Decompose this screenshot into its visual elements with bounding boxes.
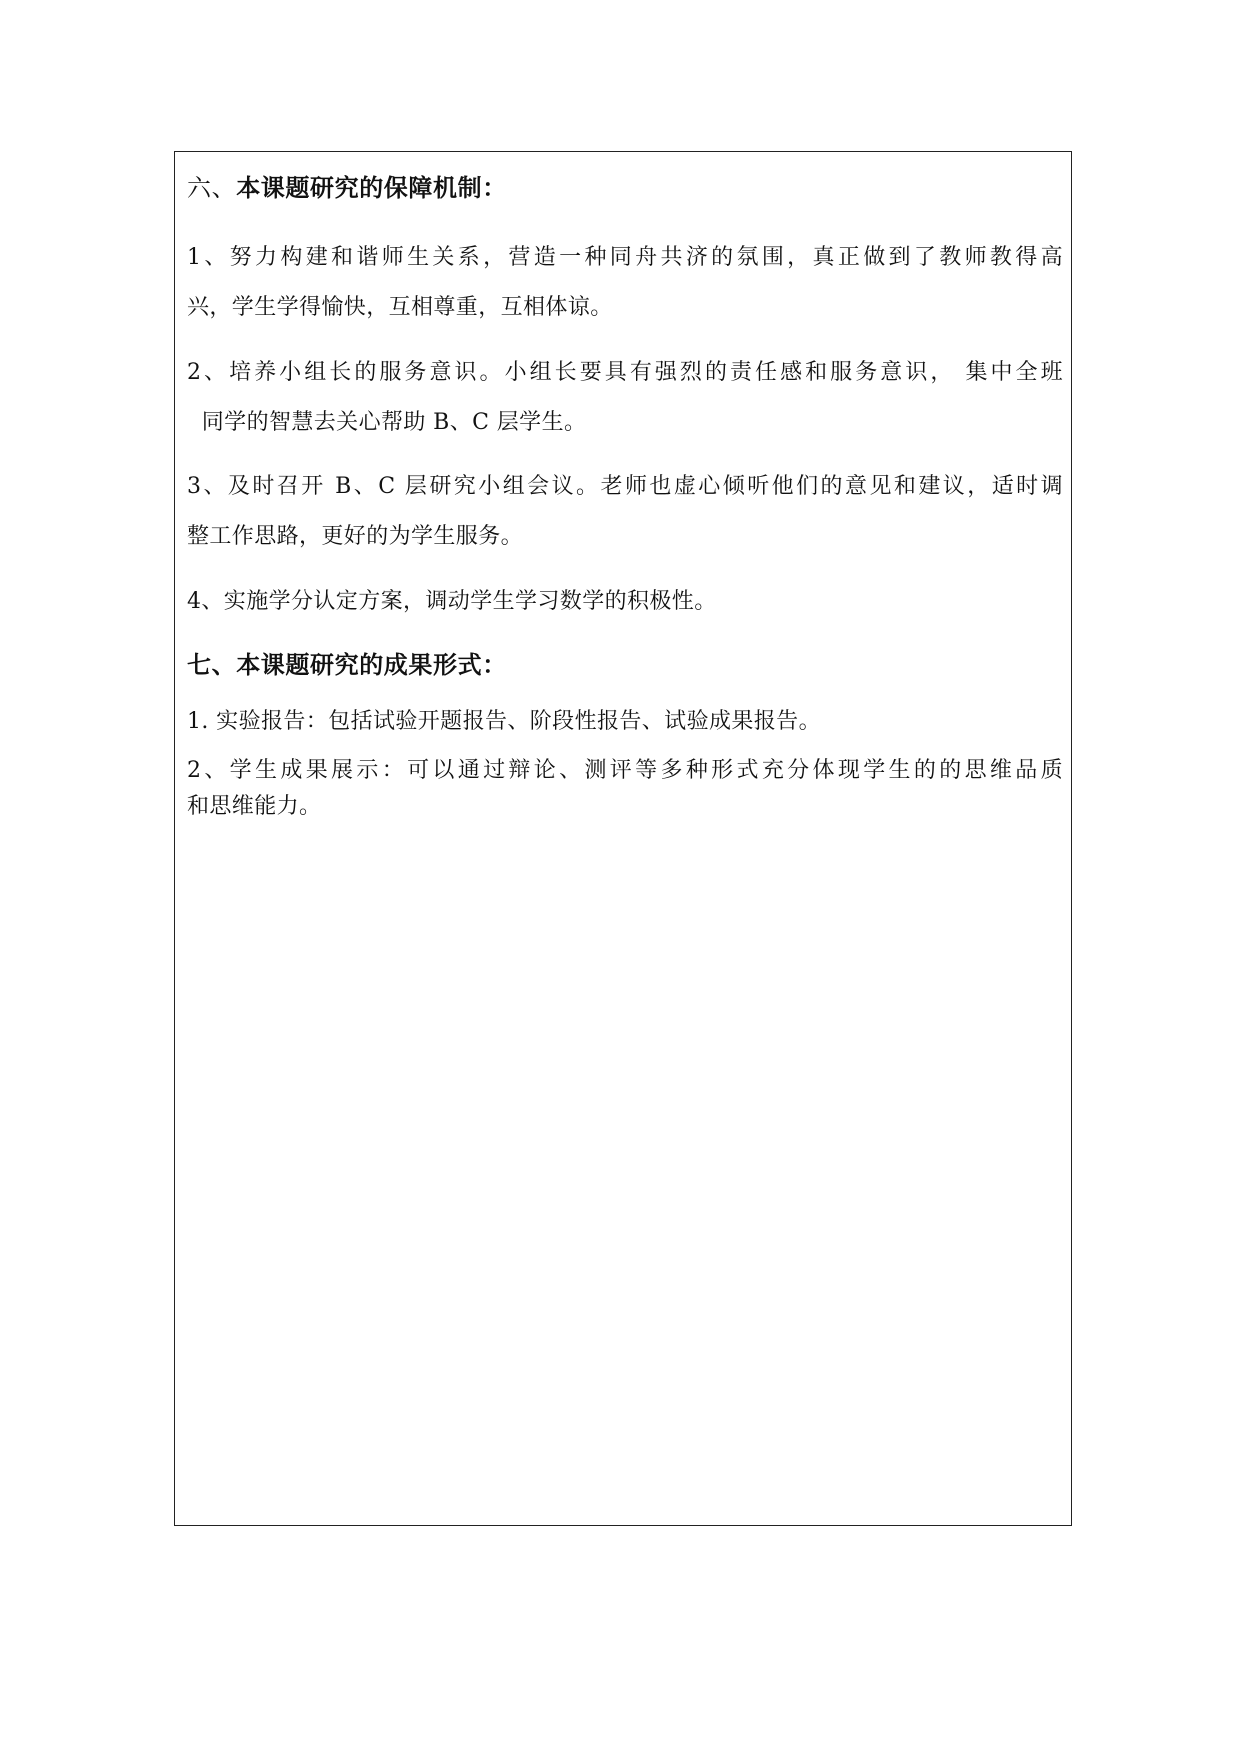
section-7-item-1-line-1: 1. 实验报告：包括试验开题报告、阶段性报告、试验成果报告。 (187, 709, 821, 734)
section-7-title: 七、本课题研究的成果形式： (187, 650, 507, 679)
section-6-item-3-line-2: 整工作思路，更好的为学生服务。 (187, 524, 524, 549)
section-6-item-1-line-2: 兴，学生学得愉快，互相尊重，互相体谅。 (187, 295, 613, 320)
document-table-cell (174, 151, 1072, 1526)
section-6-item-2-line-2: 同学的智慧去关心帮助 B、C 层学生。 (187, 410, 587, 435)
section-6-item-4-line-1: 4、实施学分认定方案，调动学生学习数学的积极性。 (187, 589, 717, 614)
section-6-item-1-line-1: 1、努力构建和谐师生关系，营造一种同舟共济的氛围，真正做到了教师教得高 (187, 245, 1063, 270)
section-7-item-2-line-1: 2、学生成果展示：可以通过辩论、测评等多种形式充分体现学生的的思维品质 (187, 758, 1063, 783)
section-7-heading (187, 651, 1063, 679)
section-6-title: 本课题研究的保障机制： (236, 173, 507, 202)
section-6-prefix: 六、 (187, 174, 237, 202)
section-6-heading (187, 174, 1063, 202)
section-6-item-3-line-1: 3、及时召开 B、C 层研究小组会议。老师也虚心倾听他们的意见和建议，适时调 (187, 474, 1063, 499)
section-7-item-2-line-2: 和思维能力。 (187, 794, 322, 819)
section-6-item-2-line-1: 2、培养小组长的服务意识。小组长要具有强烈的责任感和服务意识， 集中全班 (187, 360, 1063, 385)
